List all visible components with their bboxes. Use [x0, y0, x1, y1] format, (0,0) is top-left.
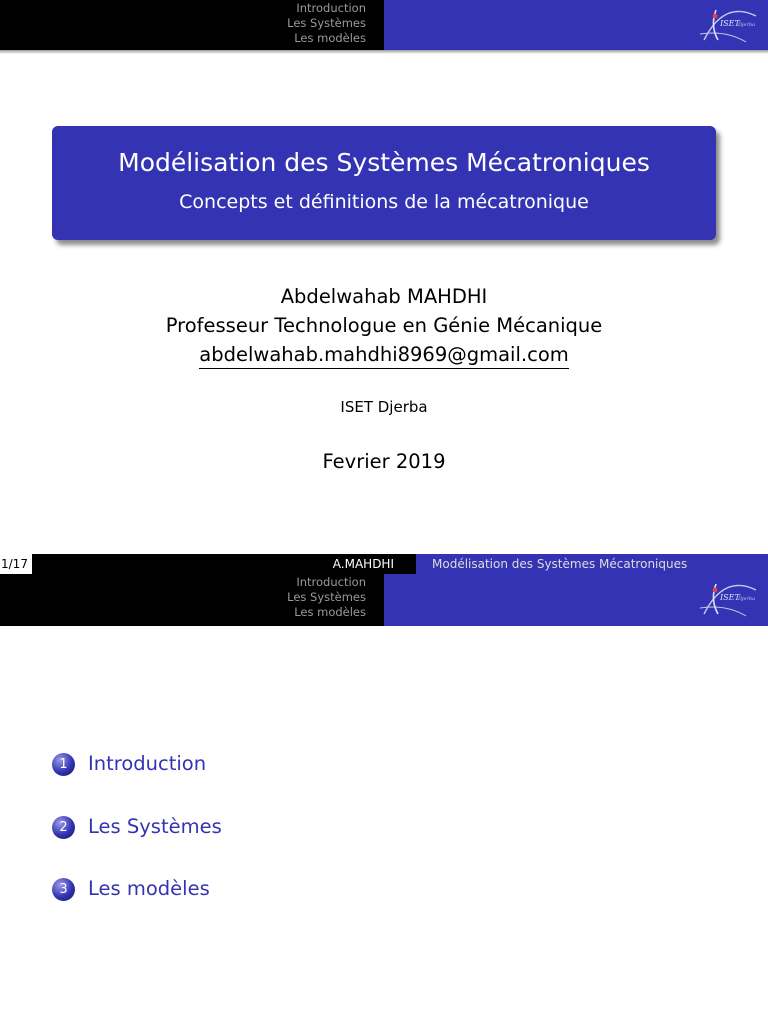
header-nav-panel [0, 0, 384, 50]
slide-footline [0, 554, 768, 574]
nav-item-modeles[interactable]: Les modèles [294, 31, 366, 45]
header-nav-panel-2 [0, 574, 384, 626]
svg-text:Djerba: Djerba [738, 22, 756, 28]
header-logo-panel-2 [384, 574, 768, 626]
section-navigation [287, 1, 366, 46]
presentation-subtitle: Concepts et définitions de la mécatronique [179, 191, 589, 213]
page-number: 1/17 [0, 554, 33, 574]
slide-header-2 [0, 574, 768, 626]
footline-title: Modélisation des Systèmes Mécatroniques [432, 557, 688, 571]
toc-number-ball: 1 [52, 753, 75, 776]
nav-item-modeles[interactable]: Les modèles [294, 605, 366, 619]
presentation-date: Fevrier 2019 [322, 450, 446, 473]
nav-item-introduction[interactable]: Introduction [296, 1, 366, 15]
toc-label: Les modèles [88, 877, 210, 900]
footline-title-panel [416, 554, 768, 574]
footline-author: A.MAHDHI [332, 557, 394, 571]
slide-header [0, 0, 768, 50]
iset-logo-icon [696, 4, 760, 48]
iset-logo-icon [696, 578, 760, 622]
author-name: Abdelwahab MAHDHI [280, 285, 488, 308]
nav-item-systemes[interactable]: Les Systèmes [287, 16, 366, 30]
svg-text:ISET: ISET [720, 593, 740, 602]
logo-text: ISET [720, 19, 740, 28]
institute: ISET Djerba [340, 398, 428, 416]
author-role: Professeur Technologue en Génie Mécanique [165, 314, 603, 337]
nav-item-introduction[interactable]: Introduction [296, 575, 366, 589]
title-block [52, 126, 716, 240]
footline-author-panel [32, 554, 416, 574]
nav-item-systemes[interactable]: Les Systèmes [287, 590, 366, 604]
svg-text:Djerba: Djerba [738, 596, 756, 602]
section-navigation-2 [287, 575, 366, 620]
toc-label: Les Systèmes [88, 815, 222, 838]
author-block [0, 282, 768, 369]
toc-label: Introduction [88, 752, 207, 775]
presentation-title: Modélisation des Systèmes Mécatroniques [118, 148, 650, 177]
toc-number-ball: 2 [52, 816, 75, 839]
toc-number-ball: 3 [52, 878, 75, 901]
header-logo-panel [384, 0, 768, 50]
author-email-link[interactable]: abdelwahab.mahdhi8969@gmail.com [199, 342, 569, 369]
